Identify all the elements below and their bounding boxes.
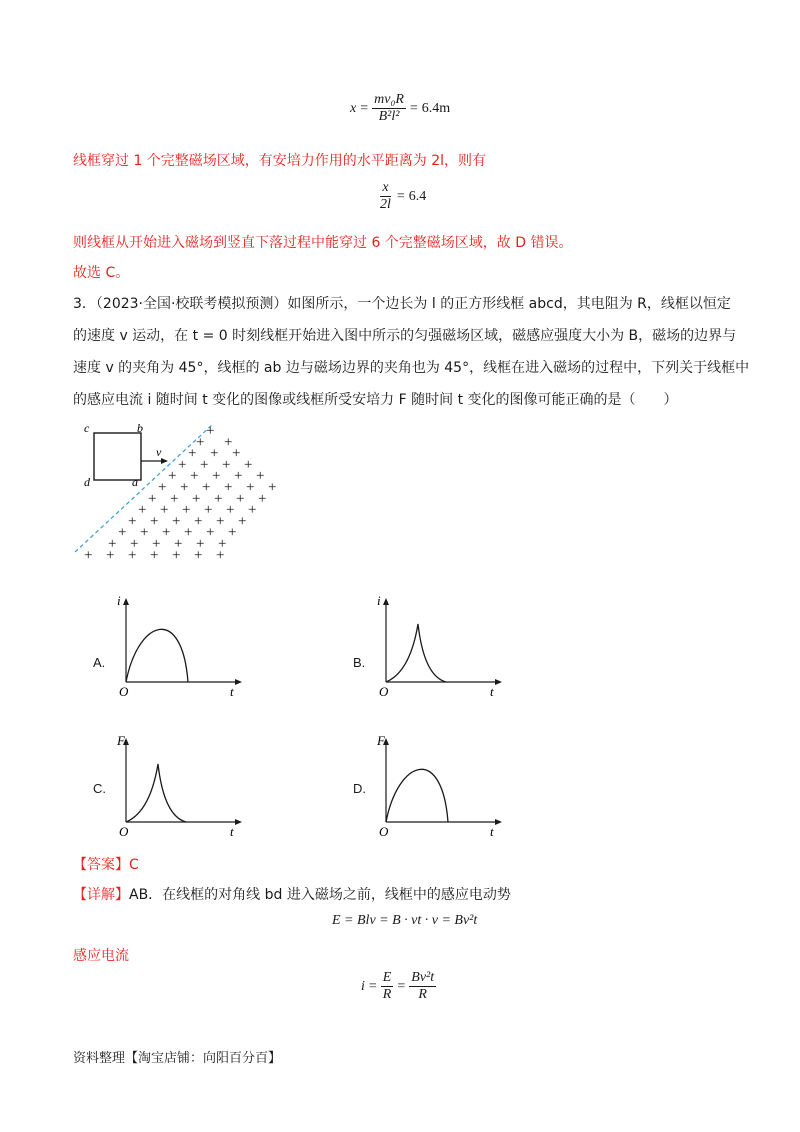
field-plus-mark: + — [130, 536, 139, 552]
field-plus-mark: + — [118, 524, 127, 541]
y-axis-arrowhead — [383, 598, 389, 605]
y-axis-arrowhead — [123, 598, 129, 605]
equation-ratio: $\frac{x}{2l}$ = 6.4 — [380, 180, 427, 212]
x-axis-label: t — [490, 684, 494, 699]
field-plus-mark: + — [192, 490, 201, 507]
field-plus-mark: + — [152, 536, 161, 552]
equation-x-distance: x = $\frac{\text{mv₀R}}{\text{B²l²}}$ = 6.4m — [350, 92, 451, 124]
field-plus-mark: + — [128, 513, 137, 530]
footer-source: 资料整理【淘宝店铺：向阳百分百】 — [73, 1051, 282, 1066]
x-axis-label: t — [490, 824, 494, 839]
field-plus-mark: + — [216, 547, 225, 564]
question-line-1: 3．（2023·全国·校联考模拟预测）如图所示，一个边长为 l 的正方形线框 abcd，其电阻为 R，线框以恒定 — [73, 296, 731, 312]
field-plus-mark: + — [210, 445, 219, 462]
field-plus-mark: + — [162, 524, 171, 541]
red-text-line-4: 感应电流 — [73, 948, 129, 964]
velocity-label: v — [156, 445, 162, 459]
option-c-label[interactable]: C. — [93, 781, 106, 796]
field-plus-mark: + — [248, 502, 257, 519]
field-plus-mark: + — [172, 513, 181, 530]
graph-curve — [126, 764, 186, 822]
field-plus-mark: + — [206, 524, 215, 541]
field-plus-mark: + — [224, 434, 233, 451]
answer-tag: 【答案】 — [73, 857, 129, 873]
y-axis-label: F — [377, 733, 385, 748]
x-axis-label: t — [230, 824, 234, 839]
corner-label-b: b — [137, 421, 143, 435]
field-plus-mark: + — [236, 490, 245, 507]
field-plus-mark: + — [170, 490, 179, 507]
field-plus-mark: + — [168, 468, 177, 485]
red-text-line-2: 则线框从开始进入磁场到竖直下落过程中能穿过 6 个完整磁场区域，故 D 错误。 — [73, 235, 573, 251]
magnetic-field-figure — [70, 418, 290, 568]
field-plus-mark: + — [238, 513, 247, 530]
field-plus-mark: + — [150, 547, 159, 564]
corner-label-a: a — [132, 475, 138, 489]
x-axis-arrowhead — [235, 819, 242, 825]
red-text-line-1: 线框穿过 1 个完整磁场区域，有安培力作用的水平距离为 2l，则有 — [73, 153, 487, 169]
field-plus-mark: + — [204, 502, 213, 519]
y-axis-label: i — [377, 593, 381, 608]
field-plus-mark: + — [206, 423, 215, 439]
y-axis-label: F — [117, 733, 125, 748]
origin-label: O — [379, 684, 389, 699]
field-plus-mark: + — [158, 479, 167, 496]
answer-value: C — [129, 857, 139, 873]
field-plus-mark: + — [212, 468, 221, 485]
field-plus-mark: + — [84, 547, 93, 564]
graph-curve — [386, 769, 448, 822]
question-line-2: 的速度 v 运动，在 t = 0 时刻线框开始进入图中所示的匀强磁场区域，磁感应强度大小为 B，磁场的边界与 — [73, 328, 737, 344]
y-axis-label: i — [117, 593, 121, 608]
answer-line — [73, 854, 139, 874]
field-plus-mark: + — [140, 524, 149, 541]
detail-text: AB．在线框的对角线 bd 进入磁场之前，线框中的感应电动势 — [129, 887, 511, 903]
field-plus-mark: + — [200, 456, 209, 473]
field-plus-mark: + — [138, 502, 147, 519]
detail-tag: 【详解】 — [73, 887, 129, 903]
field-plus-mark: + — [196, 434, 205, 451]
option-b-graph — [368, 590, 508, 700]
field-plus-mark: + — [222, 456, 231, 473]
red-text-line-3: 故选 C。 — [73, 265, 130, 281]
question-line-3: 速度 v 的夹角为 45°，线框的 ab 边与磁场边界的夹角也为 45°，线框在进入磁场的过程中，下列关于线框中 — [73, 360, 750, 376]
field-plus-mark: + — [232, 445, 241, 462]
square-coil — [94, 433, 141, 480]
eq1-lhs: x — [350, 100, 357, 116]
origin-label: O — [119, 824, 129, 839]
eq2-rhs: 6.4 — [408, 188, 427, 204]
field-plus-mark: + — [178, 456, 187, 473]
graph-curve — [126, 629, 188, 682]
eq1-fraction: $\frac{\text{mv₀R}}{\text{B²l²}}$ — [374, 92, 404, 124]
field-plus-mark: + — [244, 456, 253, 473]
field-plus-mark: + — [194, 547, 203, 564]
field-plus-mark: + — [214, 490, 223, 507]
question-line-4: 的感应电流 i 随时间 t 变化的图像或线框所受安培力 F 随时间 t 变化的图像可能正确的是（ ） — [73, 392, 678, 408]
option-a-graph — [108, 590, 248, 700]
field-plus-mark: + — [258, 490, 267, 507]
field-plus-mark: + — [150, 513, 159, 530]
field-plus-mark: + — [172, 547, 181, 564]
field-plus-mark: + — [148, 490, 157, 507]
eq1-rhs: 6.4m — [421, 100, 451, 116]
field-plus-mark: + — [182, 502, 191, 519]
field-plus-mark: + — [226, 502, 235, 519]
x-axis-arrowhead — [235, 679, 242, 685]
field-plus-mark: + — [228, 524, 237, 541]
field-plus-mark: + — [216, 513, 225, 530]
graph-curve — [386, 624, 446, 682]
origin-label: O — [379, 824, 389, 839]
option-c-graph — [108, 730, 248, 840]
corner-label-c: c — [84, 421, 90, 435]
field-plus-mark: + — [196, 536, 205, 552]
velocity-arrowhead — [161, 458, 168, 464]
option-d-label[interactable]: D. — [353, 781, 366, 796]
field-plus-mark: + — [188, 445, 197, 462]
field-plus-mark: + — [184, 524, 193, 541]
field-plus-mark: + — [180, 479, 189, 496]
detail-line — [73, 884, 511, 904]
equation-current: i = $\frac{E}{R}$ = $\frac{\text{Bv²t}}{R}$ — [361, 970, 435, 1002]
field-plus-mark: + — [108, 536, 117, 552]
field-plus-mark: + — [218, 536, 227, 552]
field-plus-mark: + — [128, 547, 137, 564]
field-plus-mark: + — [234, 468, 243, 485]
field-plus-mark: + — [224, 479, 233, 496]
field-plus-mark: + — [194, 513, 203, 530]
field-plus-mark: + — [174, 536, 183, 552]
field-plus-mark: + — [202, 479, 211, 496]
field-plus-mark: + — [190, 468, 199, 485]
origin-label: O — [119, 684, 129, 699]
x-axis-arrowhead — [495, 819, 502, 825]
x-axis-arrowhead — [495, 679, 502, 685]
option-a-label[interactable]: A. — [93, 655, 106, 670]
field-plus-mark: + — [160, 502, 169, 519]
field-plus-mark: + — [268, 479, 277, 496]
corner-label-d: d — [84, 475, 90, 489]
field-plus-mark: + — [246, 479, 255, 496]
field-plus-mark: + — [106, 547, 115, 564]
x-axis-label: t — [230, 684, 234, 699]
option-b-label[interactable]: B. — [353, 655, 366, 670]
equation-emf: E = Blv = B · vt · v = Bv²t — [332, 913, 478, 928]
field-marks — [84, 423, 276, 563]
field-plus-mark: + — [256, 468, 265, 485]
option-d-graph — [368, 730, 508, 840]
eq2-fraction: $\frac{x}{2l}$ — [380, 180, 391, 212]
